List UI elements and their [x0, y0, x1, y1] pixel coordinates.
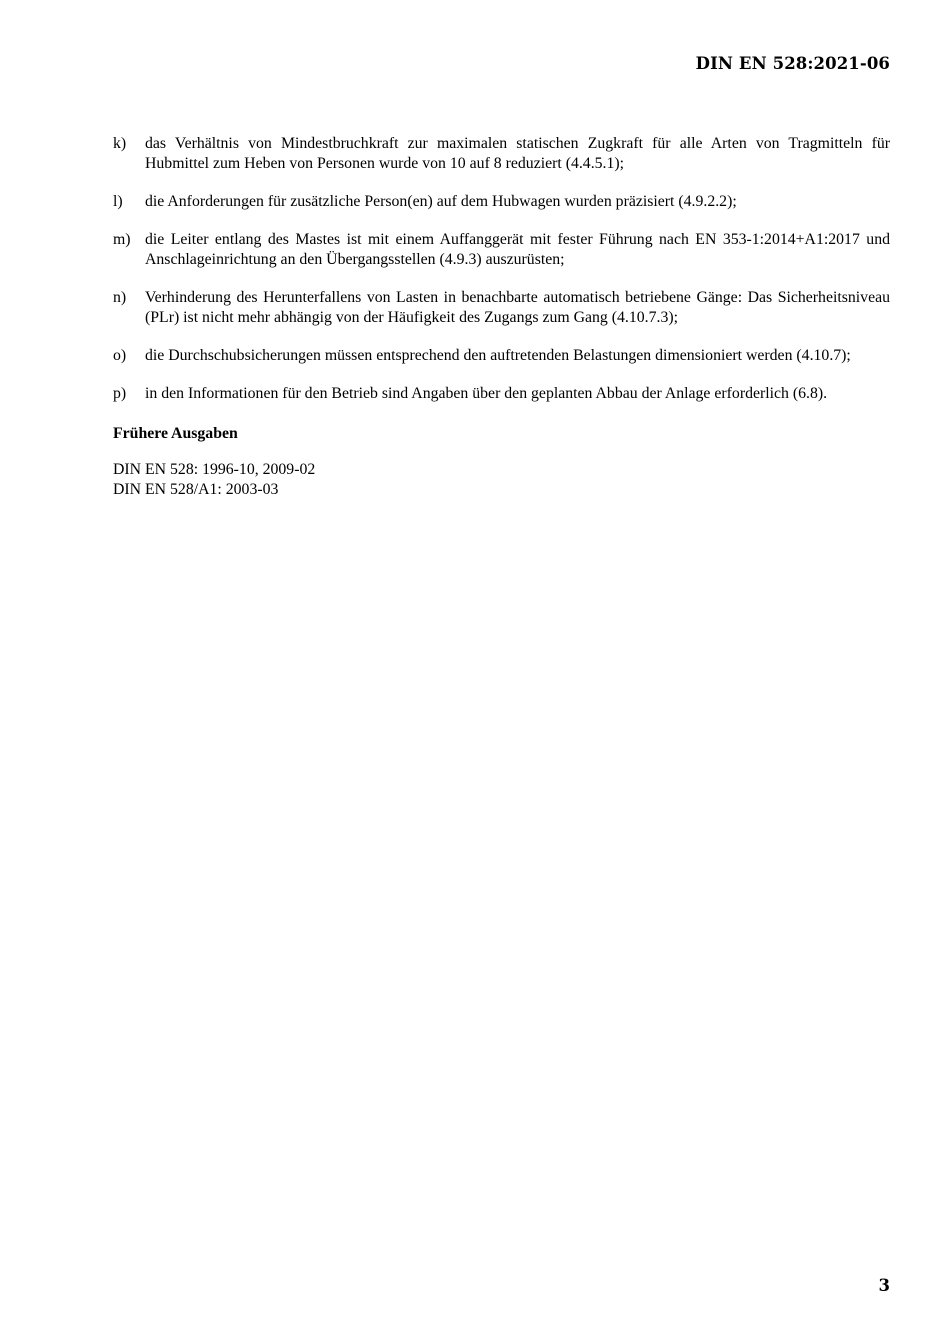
list-item — [113, 384, 890, 404]
list-item-letter: n) — [113, 289, 127, 306]
list-item — [113, 288, 890, 328]
list-item-text: die Durchschubsicherungen müssen entsprechend den auftretenden Belastungen dimensioniert werden (4.10.7); — [145, 347, 851, 364]
list-item-text: das Verhältnis von Mindestbruchkraft zur maximalen statischen Zugkraft für alle Arten von Tragmitteln für Hubmittel zum Heben von Personen wurde von 10 auf 8 reduziert (4.4.5.1); — [145, 135, 890, 172]
list-item-text: die Leiter entlang des Mastes ist mit einem Auffanggerät mit fester Führung nach EN 353-1:2014+A1:2017 und Anschlageinrichtung an den Übergangsstellen (4.9.3) auszurüsten; — [145, 231, 890, 268]
previous-editions-list — [113, 460, 890, 500]
list-item-letter: m) — [113, 231, 131, 248]
changes-list — [113, 134, 890, 404]
edition-line: DIN EN 528: 1996-10, 2009-02 — [113, 461, 316, 478]
list-item-letter: p) — [113, 385, 127, 402]
list-item-letter: l) — [113, 193, 123, 210]
previous-editions-heading: Frühere Ausgaben — [113, 425, 238, 442]
list-item-letter: o) — [113, 347, 127, 364]
page-content — [113, 134, 890, 500]
list-item-text: in den Informationen für den Betrieb sind Angaben über den geplanten Abbau der Anlage erforderlich (6.8). — [145, 385, 828, 402]
list-item — [113, 346, 890, 366]
list-item — [113, 192, 890, 212]
list-item — [113, 230, 890, 270]
document-id: DIN EN 528:2021-06 — [695, 54, 890, 73]
list-item — [113, 134, 890, 174]
page-number: 3 — [878, 1276, 890, 1295]
edition-line: DIN EN 528/A1: 2003-03 — [113, 481, 279, 498]
list-item-text: Verhinderung des Herunterfallens von Lasten in benachbarte automatisch betriebene Gänge: Das Sicherheitsniveau (PLr) ist nicht mehr abhängig von der Häufigkeit des Zugangs zum Gang (4.10.7.3); — [145, 289, 890, 326]
list-item-letter: k) — [113, 135, 127, 152]
list-item-text: die Anforderungen für zusätzliche Person(en) auf dem Hubwagen wurden präzisiert (4.9.2.2); — [145, 193, 737, 210]
